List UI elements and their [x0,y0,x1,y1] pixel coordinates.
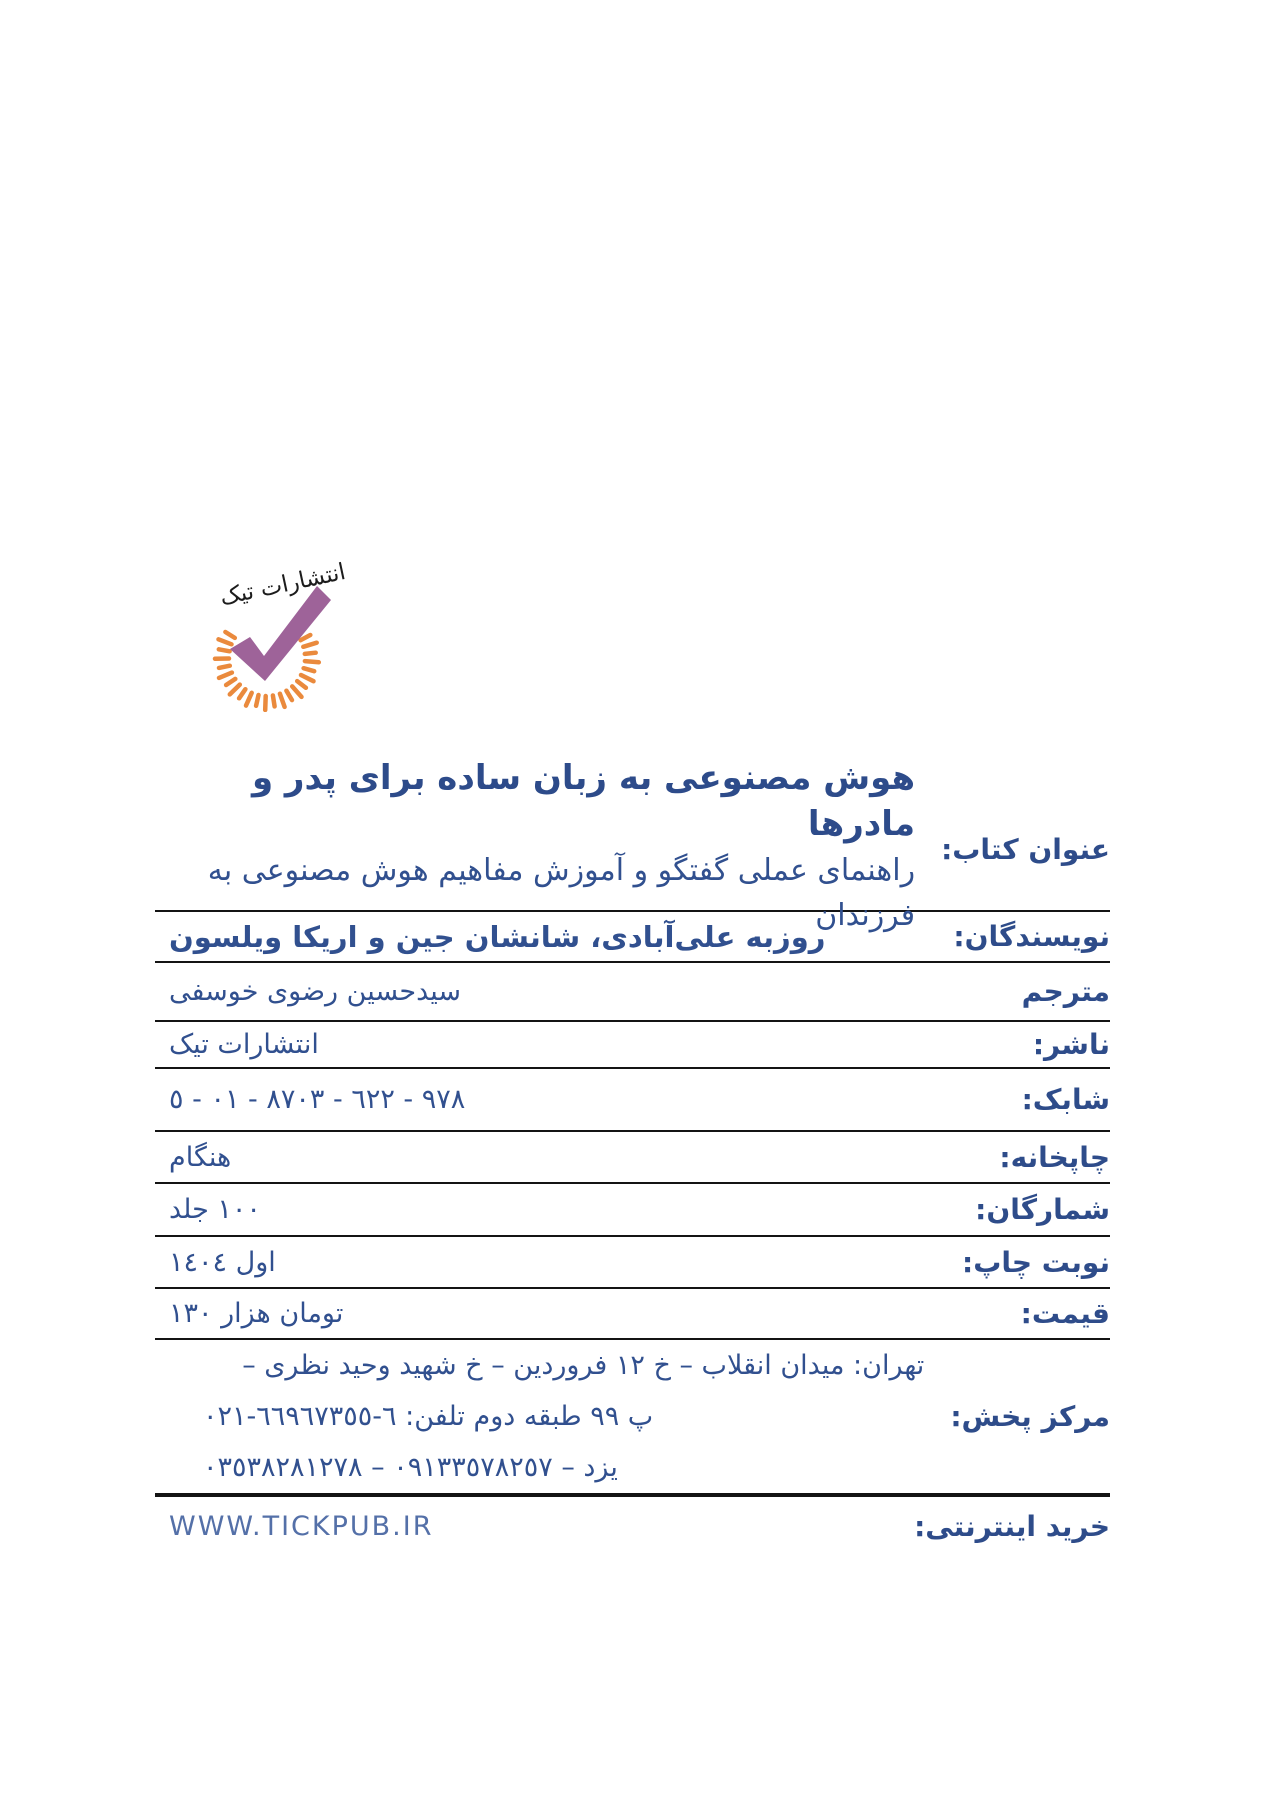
book-title-value [155,750,915,948]
price-label: قیمت: [1020,1297,1110,1330]
row-price [155,1289,1110,1340]
row-distribution-center [155,1340,1110,1497]
online-purchase-label: خرید اینترنتی: [914,1509,1110,1543]
distribution-value [155,1340,924,1493]
translator-value: سیدحسین رضوی خوسفی [169,976,462,1007]
translator-label: مترجم [1021,975,1110,1008]
publisher-label: ناشر: [1032,1028,1110,1061]
book-title-label: عنوان کتاب: [941,832,1110,866]
isbn-label: شابک: [1021,1083,1110,1116]
logo-calligraphy: انتشارات تیک [217,559,348,612]
edition-value: اول ١٤٠٤ [169,1246,276,1278]
row-circulation [155,1184,1110,1237]
row-book-title [155,758,1110,933]
authors-value: روزبه علی‌آبادی، شانشان جین و اریکا ویلسون [169,919,826,954]
colophon-table [155,758,1110,1555]
printing-house-value: هنگام [169,1141,232,1173]
price-value: ١٣٠ هزار تومان [169,1298,344,1329]
distribution-address-line1: تهران: میدان انقلاب – خ ١٢ فروردین – خ شهید وحید نظری – [242,1350,925,1381]
row-authors [155,912,1110,963]
isbn-value: ٩٧٨ - ٦٢٢ - ٨٧٠٣ - ٠١ - ٥ [169,1084,466,1115]
distribution-label: مرکز پخش: [950,1400,1110,1433]
row-publisher [155,1022,1110,1069]
publisher-value: انتشارات تیک [169,1029,319,1060]
row-isbn [155,1069,1110,1132]
row-edition [155,1237,1110,1289]
circulation-label: شمارگان: [975,1193,1110,1226]
row-online-purchase [155,1497,1110,1555]
online-purchase-url: WWW.TICKPUB.IR [169,1510,434,1542]
book-title-subtitle: راهنمای عملی گفتگو و آموزش مفاهیم هوش مصنوعی به فرزندان [207,852,916,933]
publisher-logo [203,556,359,712]
book-title-main: هوش مصنوعی به زبان ساده برای پدر و مادرها [251,758,916,844]
distribution-address-line2: پ ٩٩ طبقه دوم تلفن: ٦-٦٦٩٦٧٣٥٥-٠٢١ [203,1401,654,1432]
edition-label: نوبت چاپ: [962,1245,1110,1279]
row-printing-house [155,1132,1110,1184]
row-translator [155,963,1110,1022]
authors-label: نویسندگان: [953,920,1110,953]
circulation-value: ١٠٠ جلد [169,1194,261,1225]
printing-house-label: چاپخانه: [999,1140,1110,1174]
distribution-address-line3: یزد – ٠٩١٣٣٥٧٨٢٥٧ – ٠٣٥٣٨٢٨١٢٧٨ [203,1452,618,1483]
